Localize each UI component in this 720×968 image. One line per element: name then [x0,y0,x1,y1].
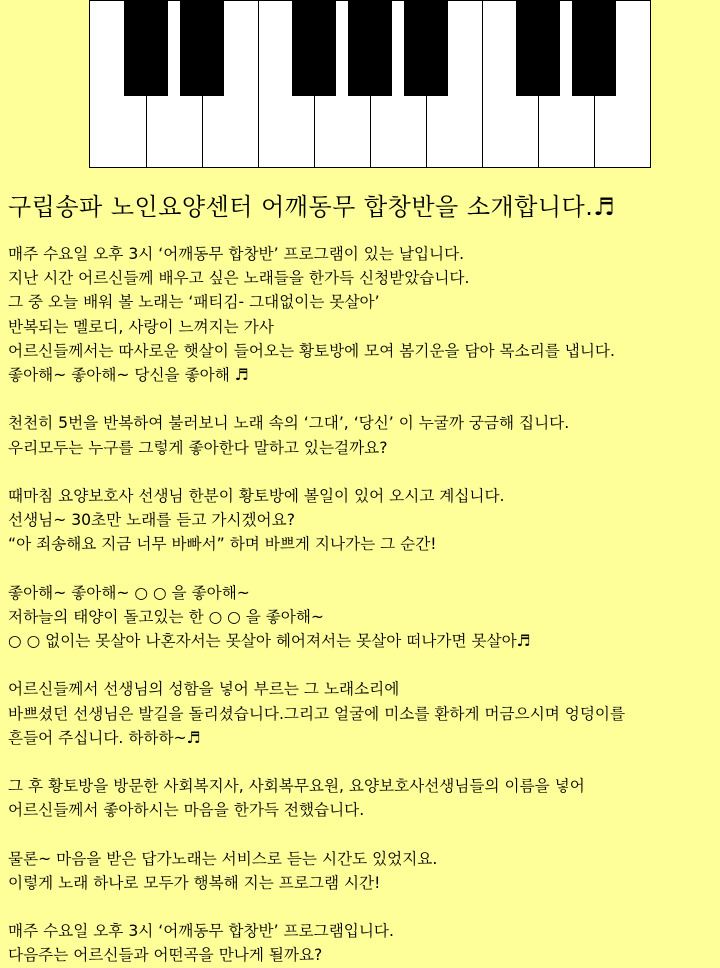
piano-key-divider [482,1,483,167]
piano-black-key [572,1,616,96]
body-line: 선생님~ 30초만 노래를 듣고 가시겠어요? [8,511,295,530]
body-line [8,895,720,919]
piano-black-key [180,1,224,96]
body-line: 반복되는 멜로디, 사랑이 느껴지는 가사 [8,317,274,336]
page-title: 구립송파 노인요양센터 어깨동무 합창반을 소개합니다.♬ [8,193,616,221]
body-line: 그 중 오늘 배워 볼 노래는 ‘패티김- 그대없이는 못살아’ [8,293,380,312]
body-line [8,460,720,484]
body-line [8,653,720,677]
body-line: 때마침 요양보호사 선생님 한분이 황토방에 볼일이 있어 오시고 계십니다. [8,486,505,505]
piano-keyboard-image [89,0,651,168]
body-line: 어르신들께서 선생님의 성함을 넣어 부르는 그 노래소리에 [8,680,400,699]
piano-black-key [348,1,392,96]
body-line: 천천히 5번을 반복하여 불러보니 노래 속의 ‘그대’, ‘당신’ 이 누굴까 궁금해 집니다. [8,414,570,433]
body-line: 우리모두는 누구를 그렇게 좋아한다 말하고 있는걸까요? [8,438,388,457]
body-line [8,556,720,580]
body-line [8,823,720,847]
body-line: 다음주는 어르신들과 어떤곡을 만나게 될까요? [8,946,323,965]
body-line: 지난 시간 어르신들께 배우고 싶은 노래들을 한가득 신청받았습니다. [8,269,470,288]
piano-black-key [404,1,448,96]
body-line: “아 죄송해요 지금 너무 바빠서” 하며 바쁘게 지나가는 그 순간! [8,535,437,554]
body-line: 물론~ 마음을 받은 답가노래는 서비스로 듣는 시간도 있었지요. [8,849,438,868]
piano-black-key [292,1,336,96]
body-line [8,750,720,774]
body-line: 바쁘셨던 선생님은 발길을 돌리셨습니다.그리고 얼굴에 미소를 환하게 머금으시며 엉덩이를 [8,704,626,723]
body-line: 어르신들께서는 따사로운 햇살이 들어오는 황토방에 모여 봄기운을 담아 목소리를 냅니다. [8,341,615,360]
body-line: ○ ○ 없이는 못살아 나혼자서는 못살아 헤어져서는 못살아 떠나가면 못살아♬ [8,632,531,650]
body-line: 좋아해~ 좋아해~ 당신을 좋아해 ♬ [8,365,249,384]
body-line: 흔들어 주십니다. 하하하~♬ [8,728,201,747]
article-body [8,242,720,968]
body-line: 매주 수요일 오후 3시 ‘어깨동무 합창반’ 프로그램이 있는 날입니다. [8,245,465,263]
piano-black-key [124,1,168,96]
body-line: 그 후 황토방을 방문한 사회복지사, 사회복무요원, 요양보호사선생님들의 이름을 넣어 [8,777,585,796]
piano-key-divider [258,1,259,167]
body-line [8,387,720,411]
body-line: 매주 수요일 오후 3시 ‘어깨동무 합창반’ 프로그램입니다. [8,922,394,941]
piano-black-key [516,1,560,96]
body-line: 어르신들께서 좋아하시는 마음을 한가득 전했습니다. [8,801,365,820]
body-line: 좋아해~ 좋아해~ ○ ○ 을 좋아해~ [8,583,250,602]
body-line: 이렇게 노래 하나로 모두가 행복해 지는 프로그램 시간! [8,873,381,892]
body-line: 저하늘의 태양이 돌고있는 한 ○ ○ 을 좋아해~ [8,607,324,626]
